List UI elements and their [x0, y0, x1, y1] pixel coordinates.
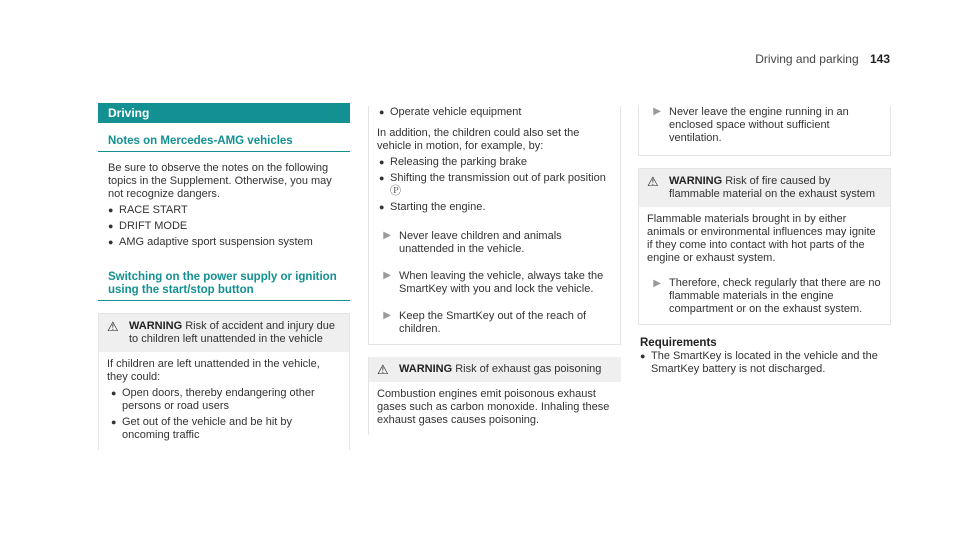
warning-icon: ⚠ — [377, 362, 389, 377]
warning-body — [639, 207, 890, 324]
bullet-icon: ● — [111, 388, 117, 398]
arrow-icon: ▶ — [653, 106, 661, 117]
bullet-icon: ● — [108, 221, 114, 231]
list-item: ● Operate vehicle equipment — [379, 106, 522, 118]
warning-body: Combustion engines emit poisonous exhaust gases such as carbon monoxide. Inhaling these exhaust gases causes poisoning. — [377, 388, 610, 426]
list-item: ● Open doors, thereby endangering other persons or road users — [111, 387, 315, 412]
bullet-icon: ● — [379, 157, 385, 167]
list-item: ● DRIFT MODE — [108, 220, 188, 232]
addition-text: In addition, the children could also set the vehicle in motion, for example, by: — [377, 127, 580, 152]
continued-bullets — [377, 106, 612, 119]
bullet-icon: ● — [108, 237, 114, 247]
motion-bullets — [377, 156, 612, 214]
column-1 — [98, 103, 350, 450]
list-item: ● The SmartKey is located in the vehicle and the SmartKey battery is not discharged. — [640, 350, 878, 375]
intro-paragraph: Be sure to observe the notes on the following topics in the Supplement. Otherwise, you may not recognize dangers. — [108, 162, 332, 200]
warning-label: WARNING — [669, 175, 723, 187]
action-item: ▶ Never leave the engine running in an enclosed space without sufficient ventilation. — [647, 106, 882, 145]
chapter-title: Driving and parking — [755, 52, 859, 66]
warning-box-fire — [638, 168, 891, 325]
warning-text: Flammable materials brought in by either animals or environmental influences may ignite if they come into contact with hot parts of the engine or exhaust system. — [647, 213, 876, 264]
section-title: Driving — [98, 103, 350, 123]
bullet-icon: ● — [379, 173, 385, 183]
warning-continued — [638, 106, 891, 156]
warning-box-exhaust — [368, 357, 621, 435]
warning-box-children — [98, 313, 350, 450]
action-item: ▶ Keep the SmartKey out of the reach of children. — [377, 310, 612, 336]
list-item: ● Releasing the parking brake — [379, 156, 527, 168]
warning-icon: ⚠ — [107, 319, 119, 334]
warning-body — [99, 352, 349, 450]
subheading-amg-notes: Notes on Mercedes-AMG vehicles — [98, 135, 350, 152]
action-item: ▶ When leaving the vehicle, always take the SmartKey with you and lock the vehicle. — [377, 270, 612, 296]
column-3 — [638, 106, 891, 376]
list-item: ● Get out of the vehicle and be hit by oncoming traffic — [111, 416, 293, 441]
warning-bullets — [107, 387, 341, 442]
bullet-icon: ● — [108, 205, 114, 215]
warning-title: Risk of exhaust gas poisoning — [455, 363, 602, 375]
requirements-list — [638, 350, 891, 376]
list-item: ● Shifting the transmission out of park position Ⓟ — [379, 172, 606, 197]
warning-label: WARNING — [129, 320, 183, 332]
list-item: ● AMG adaptive sport suspension system — [108, 236, 313, 248]
topics-list — [98, 204, 350, 249]
warning-icon: ⚠ — [647, 174, 659, 189]
column-2 — [368, 106, 621, 435]
requirements-heading: Requirements — [640, 337, 717, 349]
page-header — [755, 52, 890, 66]
list-item: ● Starting the engine. — [379, 201, 486, 213]
arrow-icon: ▶ — [383, 230, 391, 241]
arrow-icon: ▶ — [383, 270, 391, 281]
warning-label: WARNING — [399, 363, 453, 375]
warning-header — [639, 169, 890, 207]
list-item: ● RACE START — [108, 204, 188, 216]
arrow-icon: ▶ — [383, 310, 391, 321]
bullet-icon: ● — [379, 107, 385, 117]
page-number: 143 — [869, 52, 890, 66]
warning-header — [99, 314, 349, 352]
arrow-icon: ▶ — [653, 278, 661, 289]
bullet-icon: ● — [379, 202, 385, 212]
bullet-icon: ● — [111, 417, 117, 427]
warning-title: Risk of accident and injury due to children left unattended in the vehicle — [129, 320, 336, 345]
warning-continued — [368, 106, 621, 345]
bullet-icon: ● — [640, 351, 646, 361]
subheading-power-supply: Switching on the power supply or ignition using the start/stop button — [98, 271, 350, 301]
action-item: ▶ Never leave children and animals unattended in the vehicle. — [377, 230, 612, 256]
warning-text: If children are left unattended in the vehicle, they could: — [107, 358, 320, 383]
warning-title: Risk of fire caused by flammable material on the exhaust system — [669, 175, 876, 200]
action-item: ▶ Therefore, check regularly that there are no flammable materials in the engine compartment or on the exhaust system. — [647, 277, 882, 316]
warning-header — [369, 357, 621, 382]
